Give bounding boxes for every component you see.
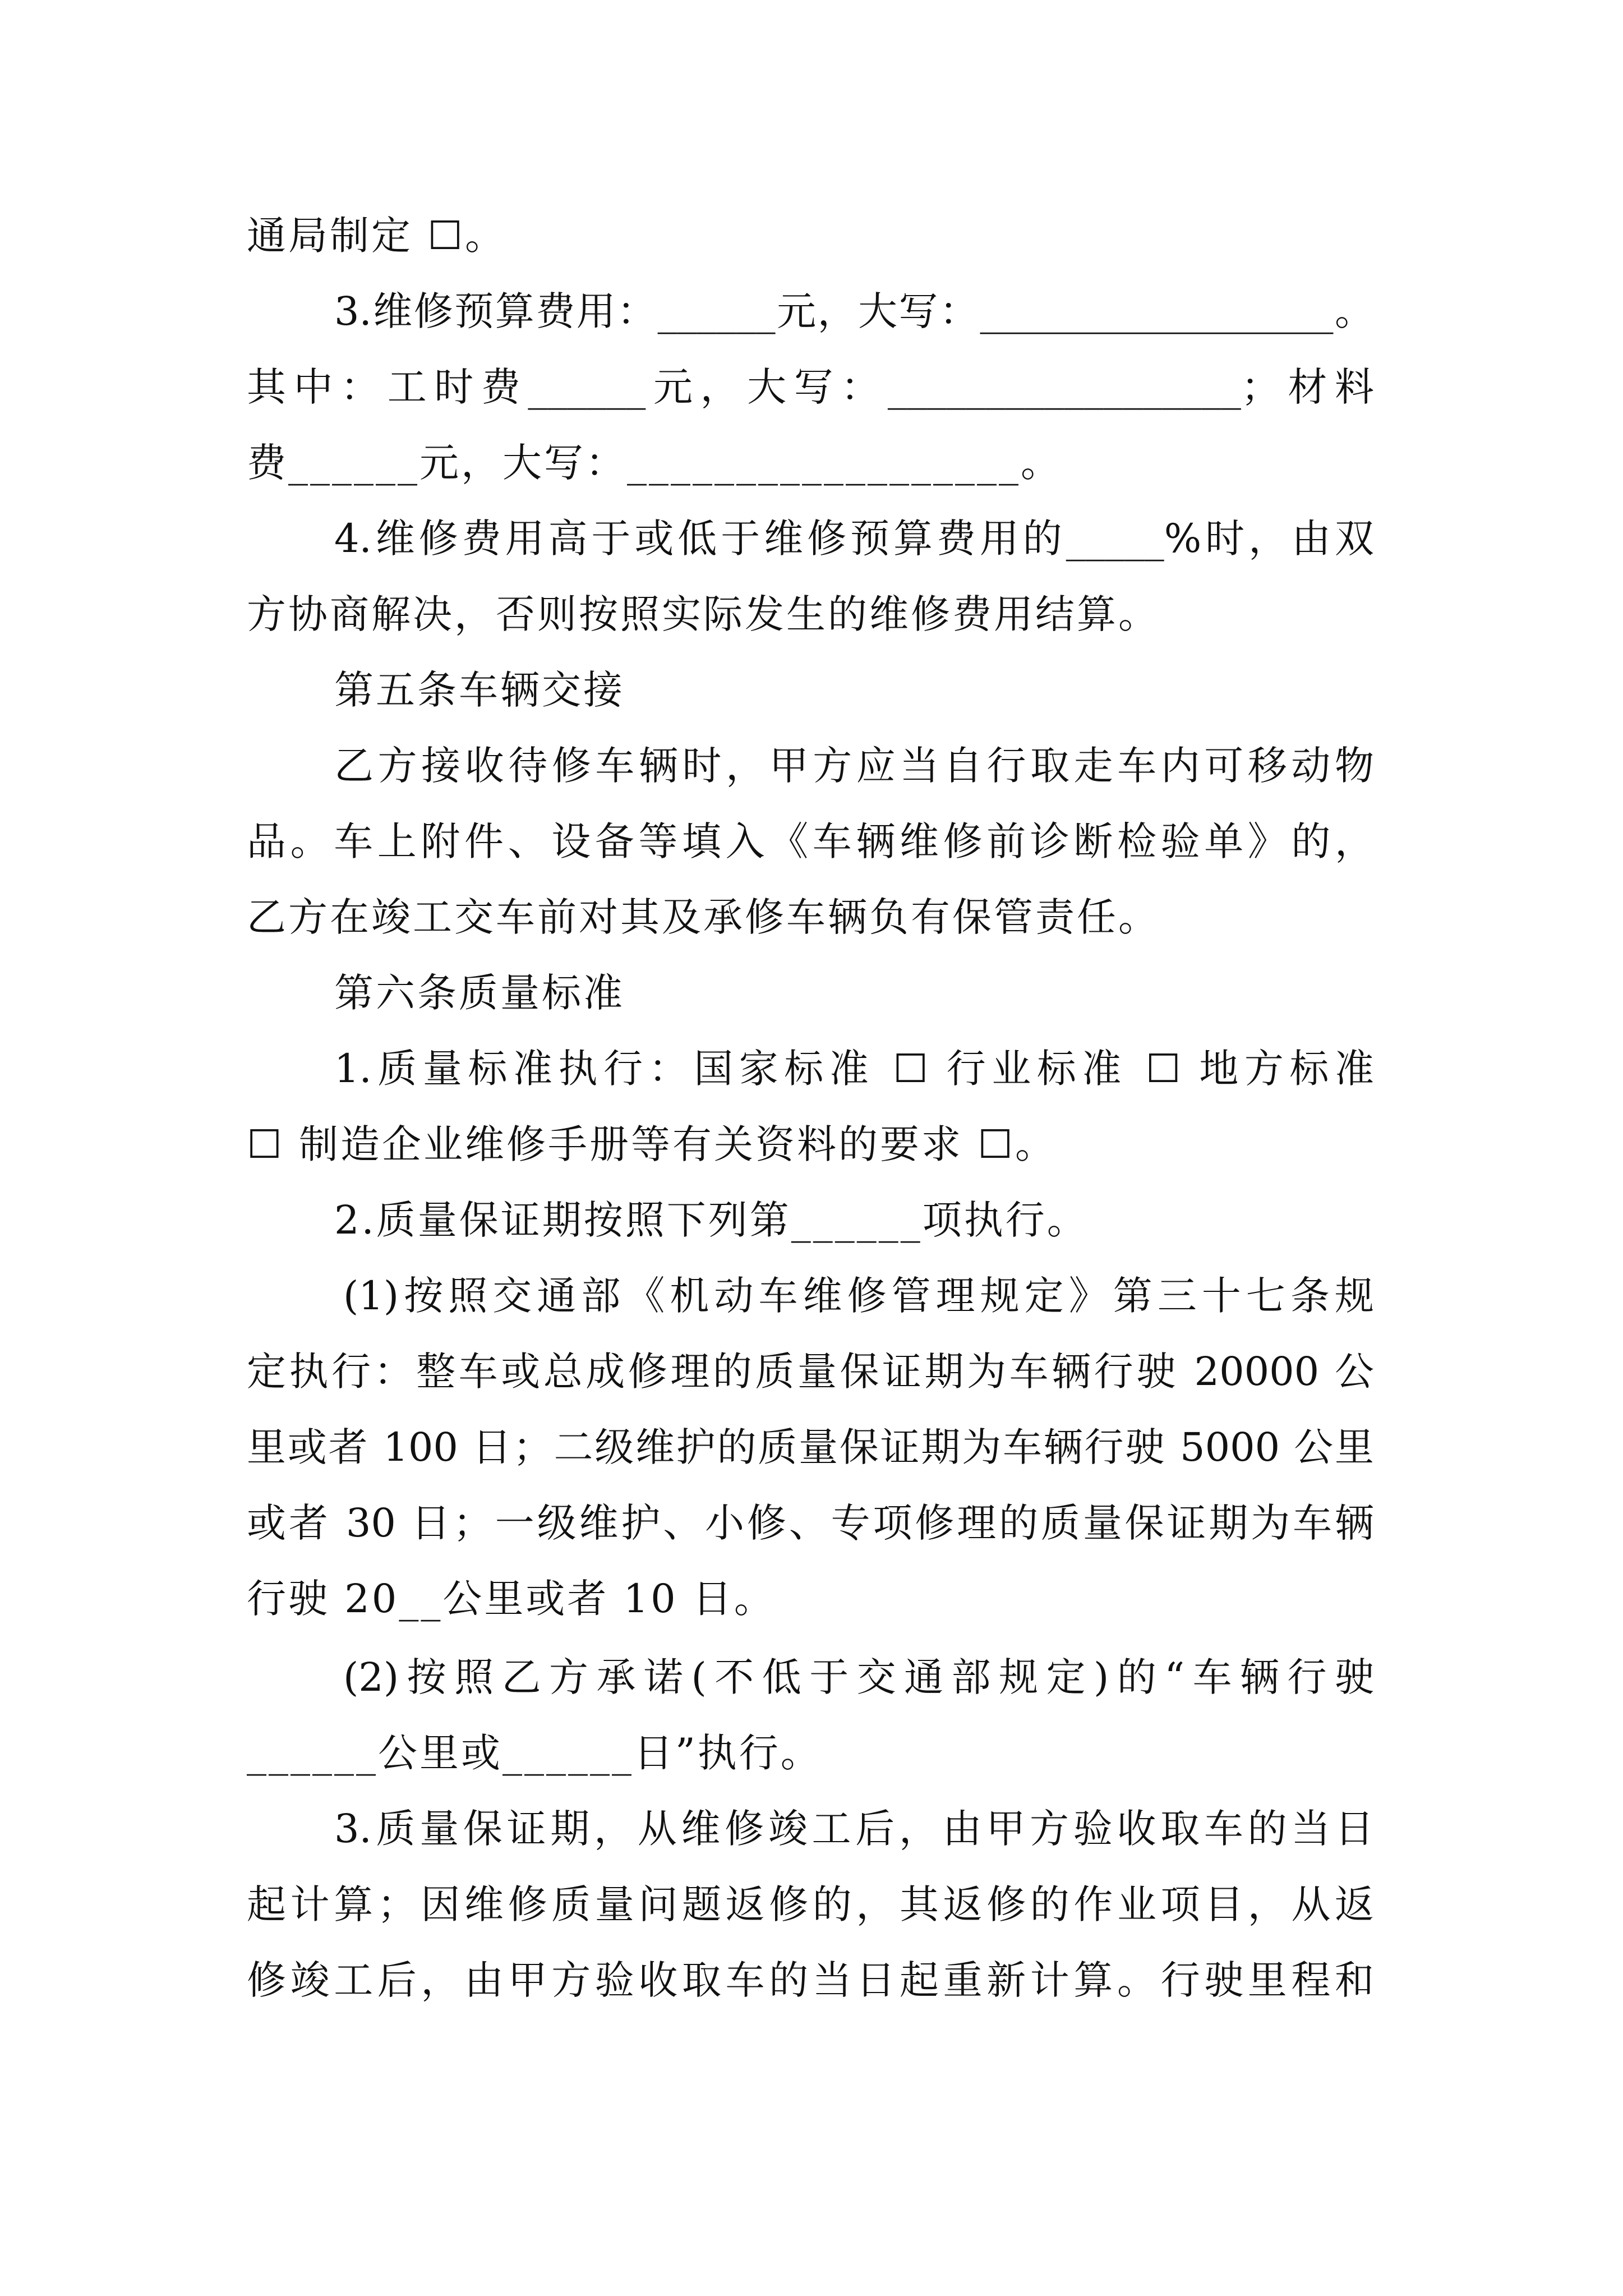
text-line: 方协商解决，否则按照实际发生的维修费用结算。 [247, 591, 1160, 637]
section-heading: 第六条质量标准 [334, 970, 625, 1016]
section-heading: 第五条车辆交接 [334, 667, 625, 713]
text-line: 1.质量标准执行：国家标准 ☐ 行业标准 ☐ 地方标准 [334, 1046, 1374, 1092]
text-line: 其中：工时费______元，大写：__________________；材料 [247, 364, 1374, 410]
text-line: 定执行：整车或总成修理的质量保证期为车辆行驶 20000 公 [247, 1349, 1374, 1395]
text-line: 品。车上附件、设备等填入《车辆维修前诊断检验单》的， [247, 818, 1374, 864]
text-line: 行驶 20__公里或者 10 日。 [247, 1576, 776, 1622]
text-line: 或者 30 日；一级维护、小修、专项修理的质量保证期为车辆 [247, 1500, 1374, 1546]
text-line: 里或者 100 日；二级维护的质量保证期为车辆行驶 5000 公里 [247, 1424, 1374, 1470]
text-line: ☐ 制造企业维修手册等有关资料的要求 ☐。 [247, 1121, 1057, 1167]
text-line: 3.维修预算费用：______元，大写：__________________。 [334, 288, 1374, 334]
text-line: ______公里或______日”执行。 [247, 1730, 822, 1776]
text-line: 通局制定 ☐。 [247, 213, 507, 259]
text-line: 修竣工后，由甲方验收取车的当日起重新计算。行驶里程和 [247, 1957, 1374, 2003]
text-line: 费______元，大写：__________________。 [247, 440, 1062, 486]
text-line: 乙方接收待修车辆时，甲方应当自行取走车内可移动物 [334, 743, 1374, 789]
text-line: (2)按照乙方承诺(不低于交通部规定)的“车辆行驶 [343, 1654, 1374, 1700]
text-line: 乙方在竣工交车前对其及承修车辆负有保管责任。 [247, 894, 1160, 940]
text-line: (1)按照交通部《机动车维修管理规定》第三十七条规 [343, 1273, 1374, 1319]
text-line: 起计算；因维修质量问题返修的，其返修的作业项目，从返 [247, 1881, 1374, 1927]
text-line: 2.质量保证期按照下列第______项执行。 [334, 1197, 1089, 1243]
text-line: 3.质量保证期，从维修竣工后，由甲方验收取车的当日 [334, 1806, 1374, 1852]
text-line: 4.维修费用高于或低于维修预算费用的_____%时，由双 [334, 516, 1374, 562]
